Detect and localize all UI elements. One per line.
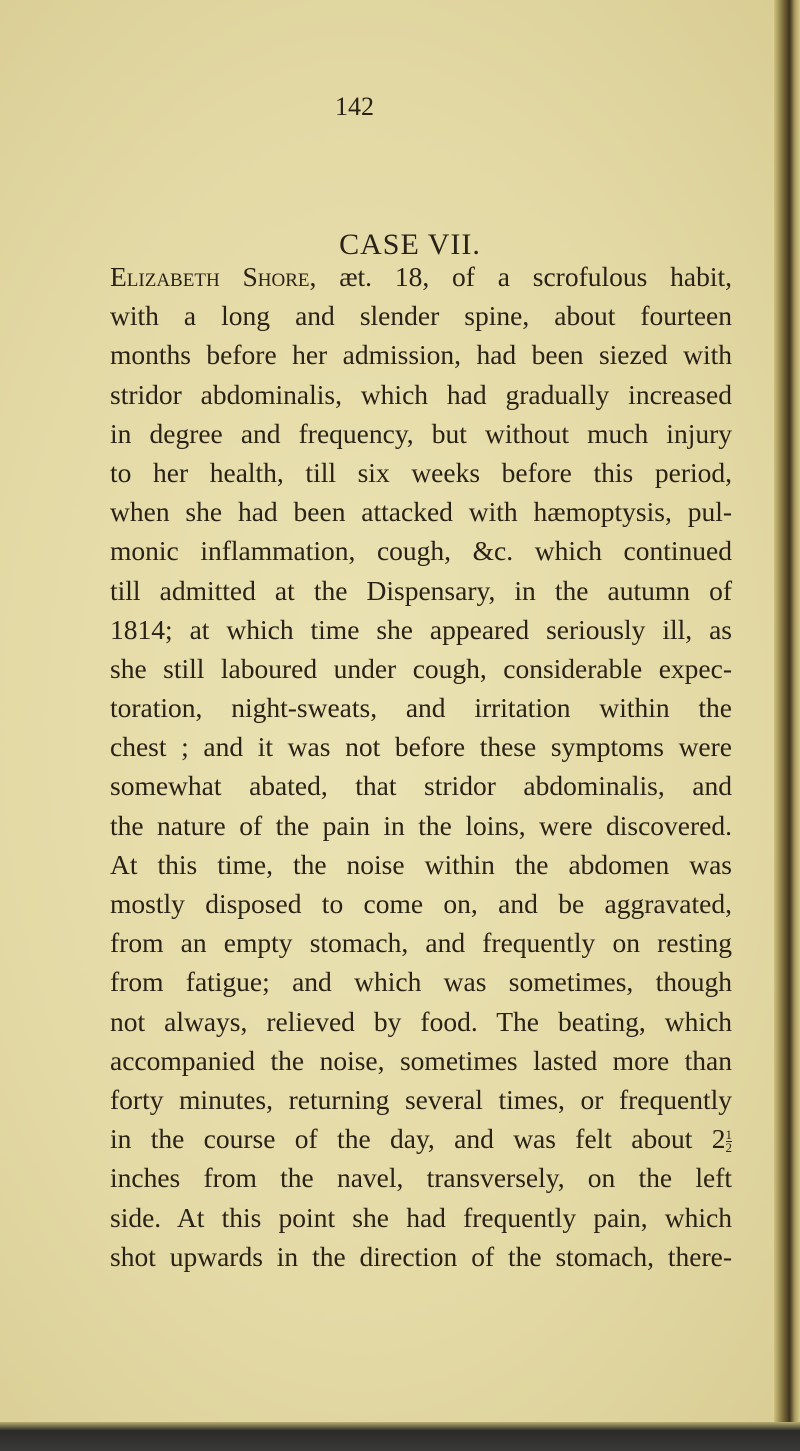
chapter-title: CASE VII. bbox=[339, 228, 481, 261]
text-span: in the course of the day, and was felt about 2 bbox=[110, 1123, 726, 1155]
text-line: from fatigue; and which was sometimes, though bbox=[110, 966, 732, 998]
text-line: chest ; and it was not before these symptoms were bbox=[110, 731, 732, 763]
text-line: accompanied the noise, sometimes lasted more than bbox=[110, 1044, 732, 1076]
text-line: mostly disposed to come on, and be aggravated, bbox=[110, 888, 732, 919]
text-line: shot upwards in the direction of the stomach, there- bbox=[110, 1240, 732, 1272]
text-line: with a long and slender spine, about fourteen bbox=[110, 300, 732, 332]
text-line: stridor abdominalis, which had gradually increased bbox=[110, 378, 732, 410]
text-line: from an empty stomach, and frequently on resting bbox=[110, 927, 732, 959]
text-line: forty minutes, returning several times, or frequently bbox=[110, 1083, 732, 1115]
page-edge-shadow bbox=[774, 0, 800, 1451]
bottom-scan-border bbox=[0, 1422, 800, 1451]
text-line: not always, relieved by food. The beating, which bbox=[110, 1005, 732, 1037]
text-line: she still laboured under cough, considerable expec- bbox=[110, 652, 732, 684]
fraction-numerator: 1 bbox=[725, 1127, 732, 1143]
text-span: æt. 18, of a scrofulous habit, bbox=[339, 261, 733, 292]
text-line: till admitted at the Dispensary, in the autumn of bbox=[110, 574, 732, 606]
text-line: the nature of the pain in the loins, were discovered. bbox=[110, 809, 732, 841]
text-line: monic inflammation, cough, &c. which continued bbox=[110, 535, 732, 567]
text-line: side. At this point she had frequently pain, which bbox=[110, 1201, 732, 1233]
text-line bbox=[110, 1119, 732, 1158]
text-line bbox=[110, 257, 732, 296]
text-line: to her health, till six weeks before this period, bbox=[110, 456, 732, 488]
page-number: 142 bbox=[335, 92, 374, 121]
text-line: in degree and frequency, but without much injury bbox=[110, 417, 732, 449]
fraction-denominator: 2 bbox=[725, 1140, 732, 1156]
text-line: toration, night-sweats, and irritation within the bbox=[110, 692, 732, 724]
body-text bbox=[110, 257, 732, 1276]
text-line: when she had been attacked with hæmoptysis, pul- bbox=[110, 496, 732, 528]
text-line: At this time, the noise within the abdomen was bbox=[110, 848, 732, 880]
patient-name: Elizabeth Shore, bbox=[110, 261, 317, 292]
fraction bbox=[726, 1129, 733, 1154]
text-line: somewhat abated, that stridor abdominalis, and bbox=[110, 770, 732, 802]
text-line: inches from the navel, transversely, on the left bbox=[110, 1162, 732, 1194]
text-line: 1814; at which time she appeared seriously ill, as bbox=[110, 613, 732, 645]
text-line: months before her admission, had been siezed with bbox=[110, 339, 732, 371]
